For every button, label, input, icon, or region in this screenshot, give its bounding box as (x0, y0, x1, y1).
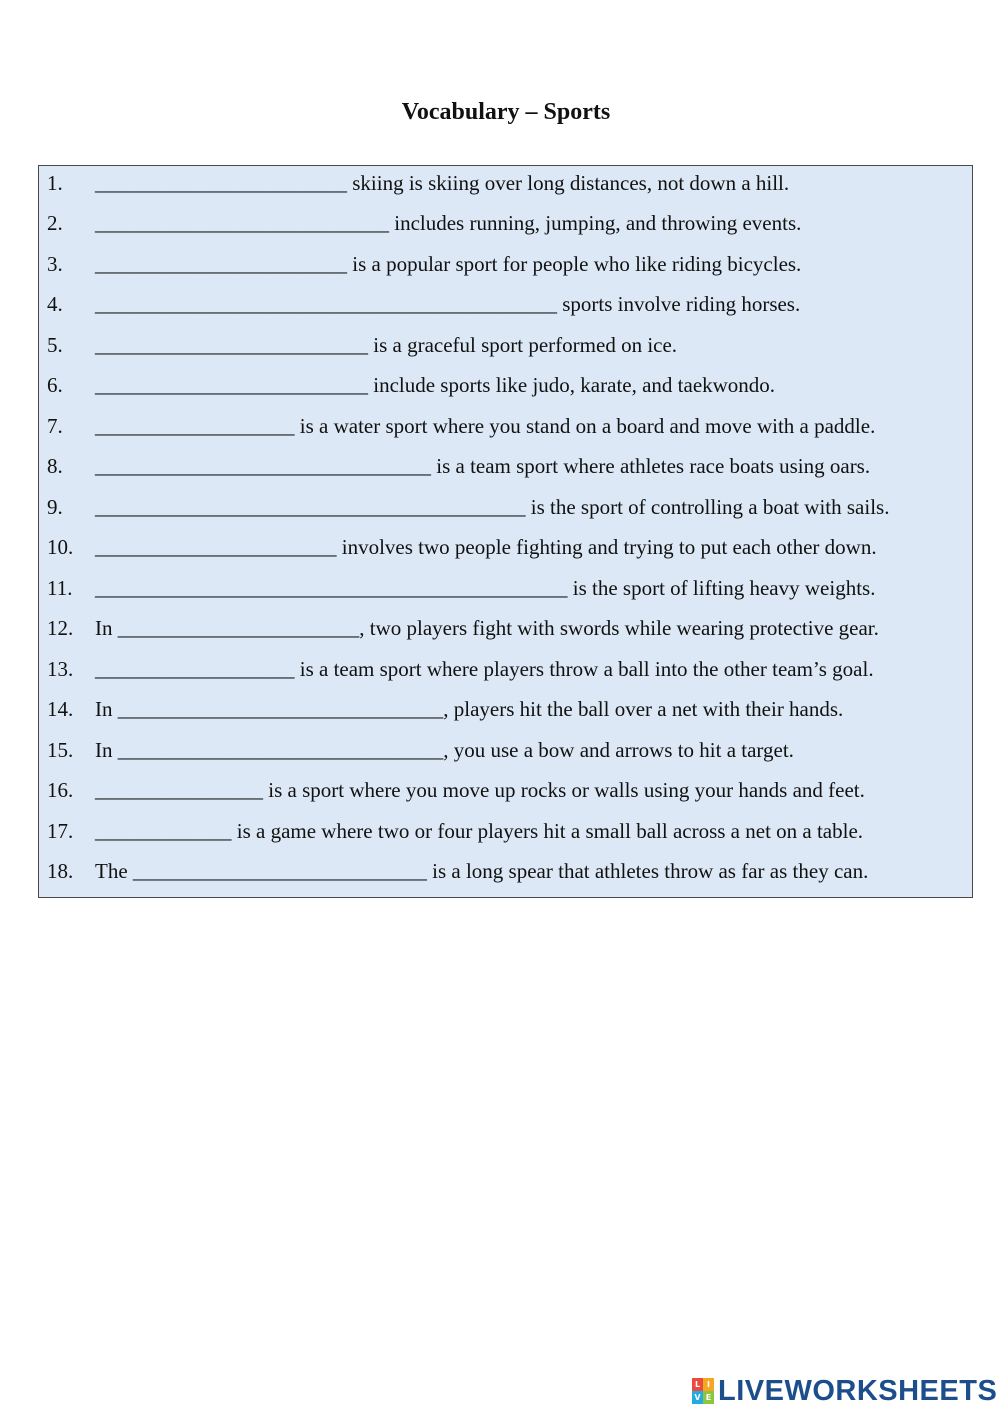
item-sentence: _______________________ involves two people fighting and trying to put each other down. (95, 535, 877, 559)
item-number: 15. (47, 738, 74, 762)
item-number: 18. (47, 859, 74, 883)
page-title: Vocabulary – Sports (401, 99, 611, 125)
item-sentence: _____________________________________________ is the sport of lifting heavy weights. (95, 576, 876, 600)
item-sentence: In _______________________________, players hit the ball over a net with their hands. (95, 697, 844, 721)
item-sentence: ________________________________ is a team sport where athletes race boats using oars. (95, 454, 871, 478)
item-number: 7. (47, 414, 63, 438)
item-sentence: __________________________ is a graceful sport performed on ice. (95, 333, 678, 357)
exercise-item (39, 330, 678, 360)
item-sentence: ________________________ is a popular sport for people who like riding bicycles. (95, 252, 802, 276)
exercise-item (39, 370, 776, 400)
item-sentence: ____________________________________________ sports involve riding horses. (95, 292, 801, 316)
brand-name: LIVEWORKSHEETS (718, 1374, 998, 1407)
exercise-item (39, 694, 844, 724)
item-number: 5. (47, 333, 63, 357)
exercise-box (38, 165, 973, 898)
item-number: 16. (47, 778, 74, 802)
exercise-item (39, 289, 801, 319)
item-number: 4. (47, 292, 63, 316)
item-number: 10. (47, 535, 74, 559)
item-number: 12. (47, 616, 74, 640)
item-sentence: ___________________ is a team sport where players throw a ball into the other team’s goal. (95, 657, 874, 681)
item-number: 6. (47, 373, 63, 397)
exercise-item (39, 208, 802, 238)
exercise-item (39, 775, 865, 805)
logo-letter-i-icon: I (703, 1378, 714, 1391)
item-sentence: The ____________________________ is a long spear that athletes throw as far as they can. (95, 859, 869, 883)
item-number: 9. (47, 495, 63, 519)
item-sentence: _____________ is a game where two or four players hit a small ball across a net on a table. (95, 819, 864, 843)
liveworksheets-logo-icon (692, 1378, 714, 1404)
logo-letter-e-icon: E (703, 1391, 714, 1404)
item-number: 14. (47, 697, 74, 721)
item-sentence: __________________________ include sports like judo, karate, and taekwondo. (95, 373, 776, 397)
exercise-item (39, 573, 876, 603)
logo-letter-l-icon: L (692, 1378, 703, 1391)
item-sentence: _________________________________________ is the sport of controlling a boat with sails. (95, 495, 890, 519)
item-number: 1. (47, 171, 63, 195)
item-number: 3. (47, 252, 63, 276)
exercise-item (39, 249, 802, 279)
item-sentence: In _______________________, two players fight with swords while wearing protective gear. (95, 616, 879, 640)
exercise-item (39, 451, 871, 481)
logo-letter-v-icon: V (692, 1391, 703, 1404)
item-number: 13. (47, 657, 74, 681)
exercise-item (39, 654, 874, 684)
exercise-item (39, 856, 869, 886)
exercise-item (39, 816, 864, 846)
exercise-item (39, 532, 877, 562)
item-sentence: ____________________________ includes running, jumping, and throwing events. (95, 211, 802, 235)
liveworksheets-logo (692, 1374, 997, 1408)
item-number: 2. (47, 211, 63, 235)
item-sentence: ________________________ skiing is skiing over long distances, not down a hill. (95, 171, 790, 195)
exercise-item (39, 613, 879, 643)
item-number: 17. (47, 819, 74, 843)
exercise-item (39, 735, 794, 765)
item-sentence: In _______________________________, you use a bow and arrows to hit a target. (95, 738, 794, 762)
item-number: 11. (47, 576, 73, 600)
exercise-item (39, 168, 790, 198)
item-sentence: ________________ is a sport where you move up rocks or walls using your hands and feet. (95, 778, 865, 802)
item-sentence: ___________________ is a water sport where you stand on a board and move with a paddle. (95, 414, 876, 438)
exercise-item (39, 492, 890, 522)
item-number: 8. (47, 454, 63, 478)
exercise-item (39, 411, 876, 441)
